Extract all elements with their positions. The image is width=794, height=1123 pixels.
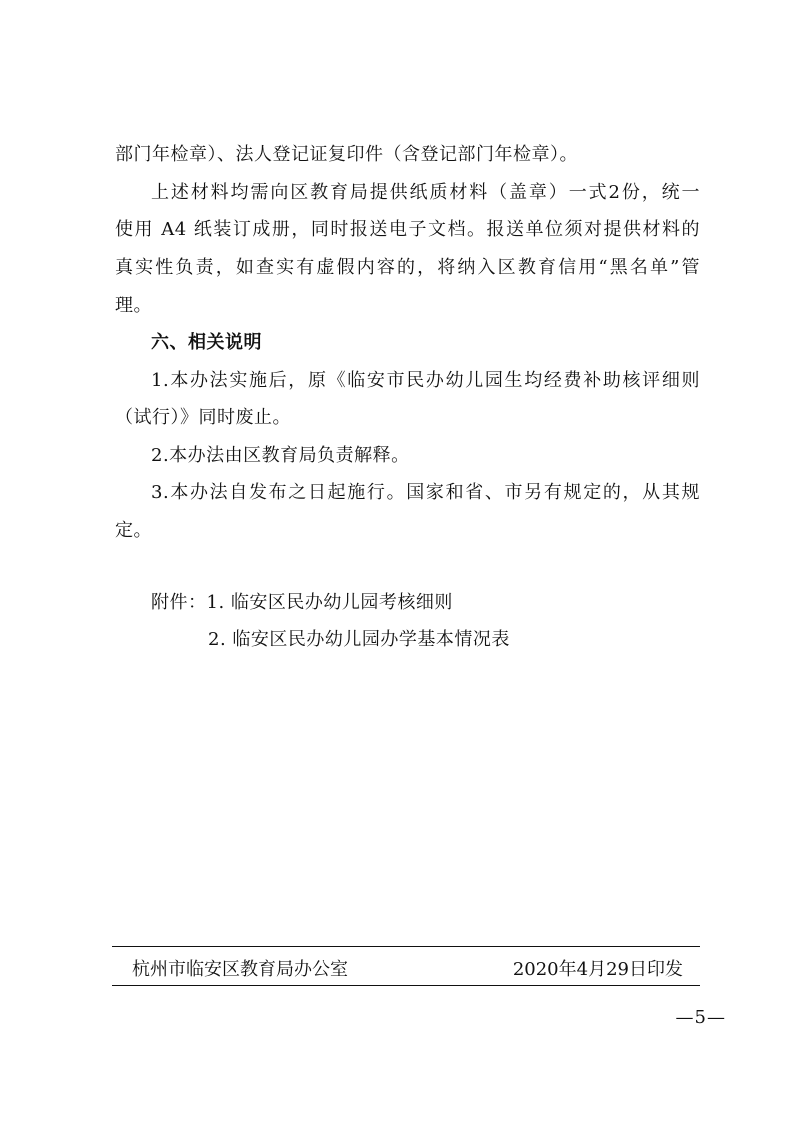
page-number: —5—	[675, 1007, 726, 1028]
footer-top-rule	[112, 946, 700, 947]
footer-bottom-rule	[112, 985, 700, 986]
body-line-1: 部门年检章）、法人登记证复印件（含登记部门年检章）。	[115, 144, 578, 165]
note-line-1: 1.本办法实施后，原《临安市民办幼儿园生均经费补助核评细则	[151, 370, 700, 391]
body-line-3: 使用 A4 纸装订成册，同时报送电子文档。报送单位须对提供材料的	[115, 219, 700, 240]
note-line-3: 2.本办法由区教育局负责解释。	[151, 445, 410, 466]
note-line-2: （试行）》同时废止。	[115, 407, 291, 428]
attachment-2: 2. 临安区民办幼儿园办学基本情况表	[208, 629, 510, 650]
section-heading: 六、相关说明	[151, 332, 262, 353]
footer-issuer: 杭州市临安区教育局办公室	[132, 959, 348, 980]
note-line-4: 3.本办法自发布之日起施行。国家和省、市另有规定的，从其规	[151, 482, 700, 503]
note-line-5: 定。	[115, 520, 152, 541]
body-line-2: 上述材料均需向区教育局提供纸质材料（盖章）一式2份，统一	[151, 182, 700, 203]
footer-date: 2020年4月29日印发	[512, 959, 683, 980]
attachment-1: 附件：1. 临安区民办幼儿园考核细则	[151, 592, 453, 613]
body-line-4: 真实性负责，如查实有虚假内容的，将纳入区教育信用“黑名单”管	[115, 257, 700, 278]
body-line-5: 理。	[115, 295, 152, 316]
